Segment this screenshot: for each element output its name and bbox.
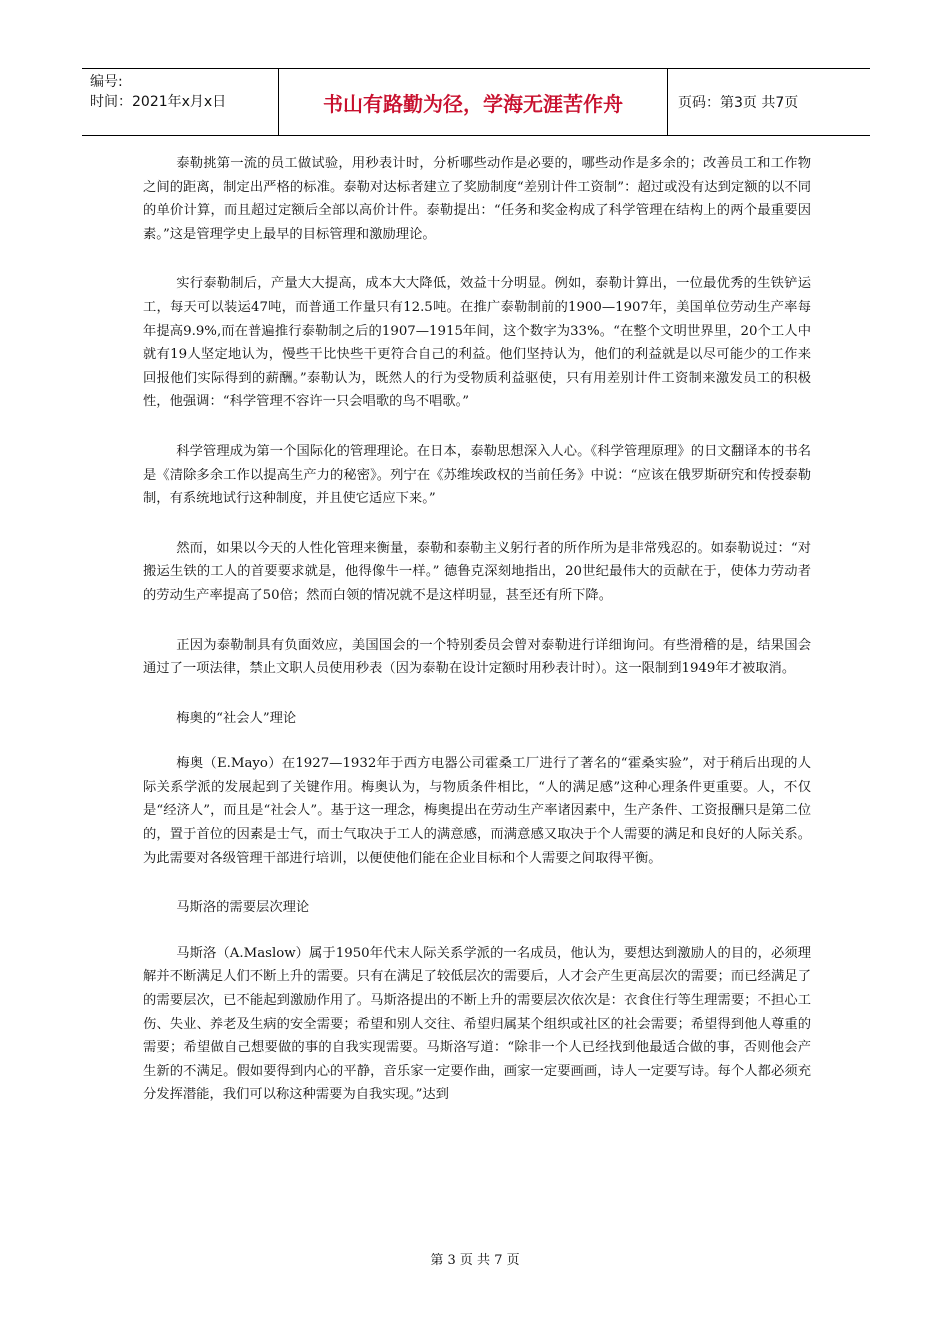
header-meta-cell [82, 69, 279, 135]
paragraph-mayo-theory: 梅奥（E.Mayo）在1927—1932年于西方电器公司霍桑工厂进行了著名的“霍桑实验”，对于稍后出现的人际关系学派的发展起到了关键作用。梅奥认为，与物质条件相比，“人的满足感”这种心理条件更重要。人，不仅是“经济人”，而且是“社会人”。基于这一理念，梅奥提出在劳动生产率诸因素中，生产条件、工资报酬只是第二位的，置于首位的因素是士气，而士气取决于工人的满意感，而满意感又取决于个人需要的满足和良好的人际关系。为此需要对各级管理干部进行培训，以便使他们能在企业目标和个人需要之间取得平衡。 [143, 756, 811, 866]
paragraph-taylor-results: 实行泰勒制后，产量大大提高，成本大大降低，效益十分明显。例如，泰勒计算出，一位最优秀的生铁铲运工，每天可以装运47吨，而普通工作量只有12.5吨。在推广泰勒制前的1900—1907年，美国单位劳动生产率每年提高9.9%,而在普遍推行泰勒制之后的1907—1915年间，这个数字为33%。“在整个文明世界里，20个工人中就有19人坚定地认为，慢些干比快些干更符合自己的利益。他们坚持认为，他们的利益就是以尽可能少的工作来回报他们实际得到的薪酬。”泰勒认为，既然人的行为受物质利益驱使，只有用差别计件工资制来激发员工的积极性，他强调：“科学管理不容许一只会唱歌的鸟不唱歌。” [143, 276, 811, 410]
page-indicator: 页码：第3页 共7页 [678, 95, 799, 111]
paragraph-taylor-international: 科学管理成为第一个国际化的管理理论。在日本，泰勒思想深入人心。《科学管理原理》的日文翻译本的书名是《清除多余工作以提高生产力的秘密》。列宁在《苏维埃政权的当前任务》中说：“应该在俄罗斯研究和传授泰勒制，有系统地试行这种制度，并且使它适应下来。” [143, 443, 811, 507]
document-body [143, 152, 811, 1133]
page-header [82, 68, 870, 136]
paragraph-maslow-theory: 马斯洛（A.Maslow）属于1950年代末人际关系学派的一名成员，他认为，要想达到激励人的目的，必须理解并不断满足人们不断上升的需要。只有在满足了较低层次的需要后，人才会产生更高层次的需要；而已经满足了的需要层次，已不能起到激励作用了。马斯洛提出的不断上升的需要层次依次是：衣食住行等生理需要；不担心工伤、失业、养老及生病的安全需要；希望和别人交往、希望归属某个组织或社区的社会需要；希望得到他人尊重的需要；希望做自己想要做的事的自我实现需要。马斯洛写道：“除非一个人已经找到他最适合做的事，否则他会产生新的不满足。假如要得到内心的平静，音乐家一定要作曲，画家一定要画画，诗人一定要写诗。每个人都必须充分发挥潜能，我们可以称这种需要为自我实现。”达到 [143, 945, 811, 1103]
paragraph-taylor-congress: 正因为泰勒制具有负面效应，美国国会的一个特别委员会曾对泰勒进行详细询问。有些滑稽的是，结果国会通过了一项法律，禁止文职人员使用秒表（因为泰勒在设计定额时用秒表计时）。这一限制到1949年才被取消。 [143, 637, 811, 677]
section-heading-maslow: 马斯洛的需要层次理论 [176, 900, 310, 916]
motto-banner: 书山有路勤为径，学海无涯苦作舟 [279, 69, 668, 135]
paragraph-taylor-criticism: 然而，如果以今天的人性化管理来衡量，泰勒和泰勒主义躬行者的所作所为是非常残忍的。如泰勒说过：“对搬运生铁的工人的首要要求就是，他得像牛一样。” 德鲁克深刻地指出，20世纪最伟大的贡献在于，使体力劳动者的劳动生产率提高了50倍；然而白领的情况就不是这样明显，甚至还有所下降。 [143, 540, 811, 603]
paragraph-taylor-experiment: 泰勒挑第一流的员工做试验，用秒表计时，分析哪些动作是必要的，哪些动作是多余的；改善员工和工作物之间的距离，制定出严格的标准。泰勒对达标者建立了奖励制度“差别计件工资制”：超过或没有达到定额的以不同的单价计算，而且超过定额后全部以高价计件。泰勒提出：“任务和奖金构成了科学管理在结构上的两个最重要因素。”这是管理学史上最早的目标管理和激励理论。 [143, 156, 811, 242]
time-label: 时间：2021年x月x日 [90, 94, 227, 110]
number-label: 编号: [90, 74, 123, 90]
section-heading-mayo: 梅奥的“社会人”理论 [176, 710, 297, 726]
page-footer: 第 3 页 共 7 页 [430, 1253, 520, 1268]
